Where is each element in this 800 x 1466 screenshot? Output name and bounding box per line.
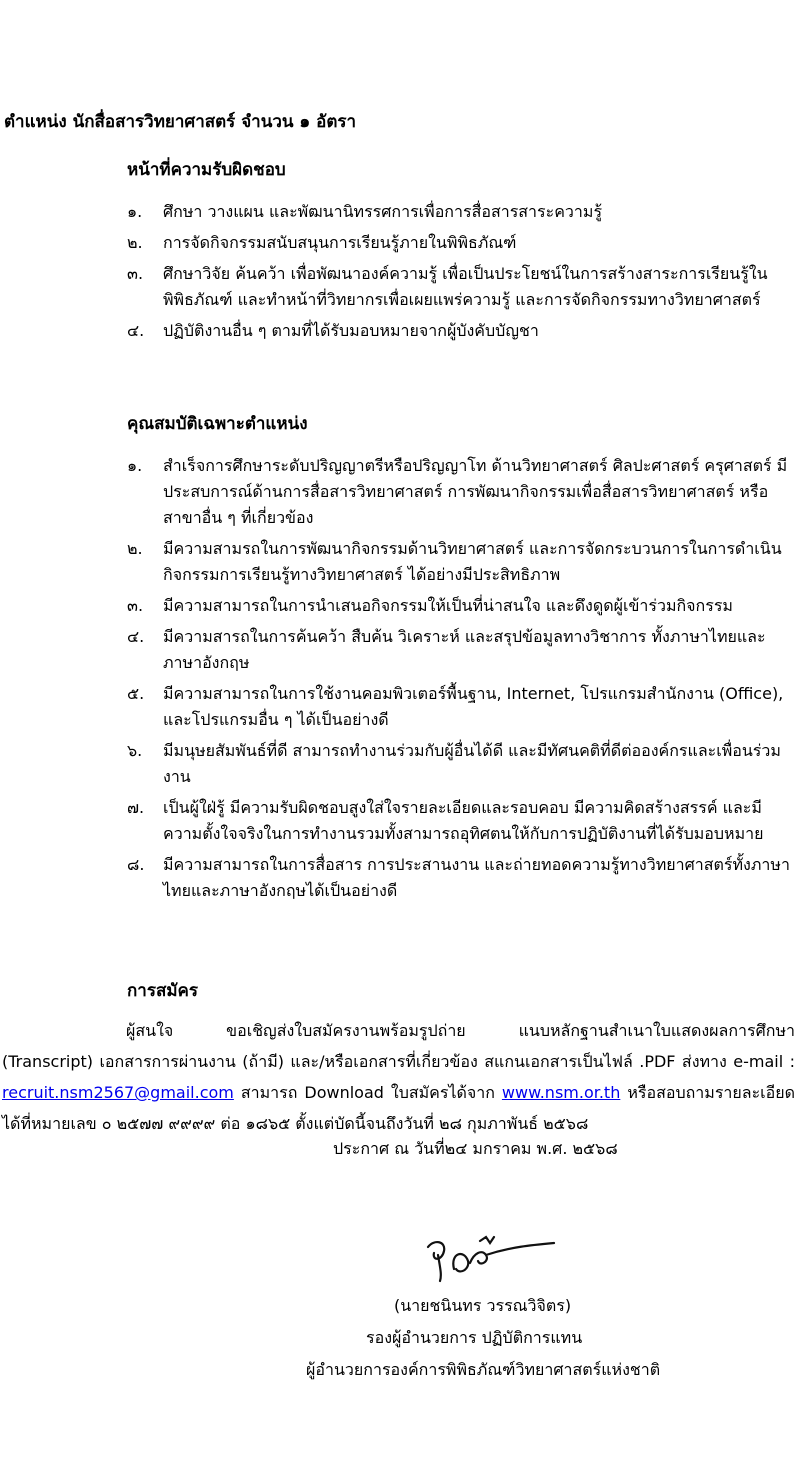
qualification-item bbox=[127, 795, 795, 847]
duty-text: ปฏิบัติงานอื่น ๆ ตามที่ได้รับมอบหมายจากผู้บังคับบัญชา bbox=[163, 321, 539, 340]
qualification-item bbox=[127, 738, 795, 790]
qualifications-heading: คุณสมบัติเฉพาะตำแหน่ง bbox=[127, 414, 308, 434]
qualification-number: ๗. bbox=[127, 798, 145, 817]
announcement-date: ประกาศ ณ วันที่๒๔ มกราคม พ.ศ. ๒๕๖๘ bbox=[333, 1139, 618, 1158]
qualification-number: ๖. bbox=[127, 741, 143, 760]
signatory-title-1: รองผู้อำนวยการ ปฏิบัติการแทน bbox=[366, 1328, 583, 1347]
qualification-text: มีความสารถในการค้นคว้า สืบค้น วิเคราะห์ และสรุปข้อมูลทางวิชาการ ทั้งภาษาไทยและภาษาอังกฤษ bbox=[163, 627, 766, 672]
duty-text: ศึกษาวิจัย ค้นคว้า เพื่อพัฒนาองค์ความรู้ เพื่อเป็นประโยชน์ในการสร้างสาระการเรียนรู้ในพิพิธภัณฑ์ และทำหน้าที่วิทยากรเพื่อเผยแพร่ความรู้ และการจัดกิจกรรมทางวิทยาศาสตร์ bbox=[163, 264, 768, 309]
qualification-item bbox=[127, 593, 795, 619]
qualification-text: เป็นผู้ใฝ่รู้ มีความรับผิดชอบสูงใส่ใจรายละเอียดและรอบคอบ มีความคิดสร้างสรรค์ และมีความตั้งใจจริงในการทำงานรวมทั้งสามารถอุทิศตนให้กับการปฏิบัติงานที่ได้รับมอบหมาย bbox=[163, 798, 764, 843]
duty-item bbox=[127, 199, 795, 225]
duty-item bbox=[127, 261, 795, 313]
email-link[interactable]: recruit.nsm2567@gmail.com bbox=[2, 1083, 234, 1102]
duties-heading: หน้าที่ความรับผิดชอบ bbox=[127, 160, 286, 180]
qualification-text: มีความสามารถในการใช้งานคอมพิวเตอร์พื้นฐาน, Internet, โปรแกรมสำนักงาน (Office), และโปรแกรมอื่น ๆ ได้เป็นอย่างดี bbox=[163, 684, 784, 729]
handwritten-signature bbox=[420, 1235, 560, 1285]
qualification-item bbox=[127, 681, 795, 733]
duty-number: ๒. bbox=[127, 233, 143, 252]
position-title: ตำแหน่ง นักสื่อสารวิทยาศาสตร์ จำนวน ๑ อัตรา bbox=[4, 112, 357, 132]
qualification-number: ๔. bbox=[127, 627, 145, 646]
signatory-name: (นายชนินทร วรรณวิจิตร) bbox=[394, 1296, 572, 1315]
qualification-text: มีความสามารถในการสื่อสาร การประสานงาน และถ่ายทอดความรู้ทางวิทยาศาสตร์ทั้งภาษาไทยและภาษาอังกฤษได้เป็นอย่างดี bbox=[163, 855, 790, 900]
application-heading: การสมัคร bbox=[127, 981, 199, 1001]
duty-text: ศึกษา วางแผน และพัฒนานิทรรศการเพื่อการสื่อสารสาระความรู้ bbox=[163, 202, 603, 221]
application-text-2: สามารถ Download ใบสมัครได้จาก bbox=[233, 1083, 502, 1102]
signatory-title-2: ผู้อำนวยการองค์การพิพิธภัณฑ์วิทยาศาสตร์แห่งชาติ bbox=[306, 1360, 661, 1379]
qualification-text: มีมนุษยสัมพันธ์ที่ดี สามารถทำงานร่วมกับผู้อื่นได้ดี และมีทัศนคติที่ดีต่อองค์กรและเพื่อนร่วมงาน bbox=[163, 741, 781, 786]
duty-number: ๔. bbox=[127, 321, 145, 340]
qualification-number: ๕. bbox=[127, 684, 145, 703]
duty-number: ๓. bbox=[127, 264, 144, 283]
qualification-number: ๓. bbox=[127, 596, 144, 615]
application-text-1: ผู้สนใจ ขอเชิญส่งใบสมัครงานพร้อมรูปถ่าย แนบหลักฐานสำเนาใบแสดงผลการศึกษา (Transcript) เอกสารการผ่านงาน (ถ้ามี) และ/หรือเอกสารที่เกี่ยวข้อง สแกนเอกสารเป็นไฟล์ .PDF ส่งทาง e-mail : bbox=[2, 1021, 795, 1071]
duties-list bbox=[127, 199, 795, 349]
qualification-text: มีความสามรถในการพัฒนากิจกรรมด้านวิทยาศาสตร์ และการจัดกระบวนการในการดำเนินกิจกรรมการเรียนรู้ทางวิทยาศาสตร์ ได้อย่างมีประสิทธิภาพ bbox=[163, 539, 782, 584]
qualification-item bbox=[127, 453, 795, 531]
qualification-number: ๘. bbox=[127, 855, 145, 874]
qualification-text: สำเร็จการศึกษาระดับปริญญาตรีหรือปริญญาโท ด้านวิทยาศาสตร์ ศิลปะศาสตร์ ครุศาสตร์ มีประสบการณ์ด้านการสื่อสารวิทยาศาสตร์ การพัฒนากิจกรรมเพื่อสื่อสารวิทยาศาสตร์ หรือ สาขาอื่น ๆ ที่เกี่ยวข้อง bbox=[163, 456, 788, 527]
duty-item bbox=[127, 230, 795, 256]
qualifications-list bbox=[127, 453, 795, 909]
duty-text: การจัดกิจกรรมสนับสนุนการเรียนรู้ภายในพิพิธภัณฑ์ bbox=[163, 233, 517, 252]
qualification-number: ๑. bbox=[127, 456, 143, 475]
qualification-item bbox=[127, 624, 795, 676]
duty-number: ๑. bbox=[127, 202, 143, 221]
application-paragraph bbox=[2, 1015, 795, 1139]
application-text-3: หรือสอบถามรายละเอียดได้ที่หมายเลข ๐ ๒๕๗๗ ๙๙๙๙ ต่อ ๑๘๖๕ ตั้งแต่บัดนี้จนถึงวันที่ ๒๘ กุมภาพันธ์ ๒๕๖๘ bbox=[2, 1083, 796, 1133]
duty-item bbox=[127, 318, 795, 344]
website-link[interactable]: www.nsm.or.th bbox=[501, 1083, 621, 1102]
qualification-item bbox=[127, 852, 795, 904]
qualification-number: ๒. bbox=[127, 539, 143, 558]
qualification-item bbox=[127, 536, 795, 588]
qualification-text: มีความสามารถในการนำเสนอกิจกรรมให้เป็นที่น่าสนใจ และดึงดูดผู้เข้าร่วมกิจกรรม bbox=[163, 596, 733, 615]
